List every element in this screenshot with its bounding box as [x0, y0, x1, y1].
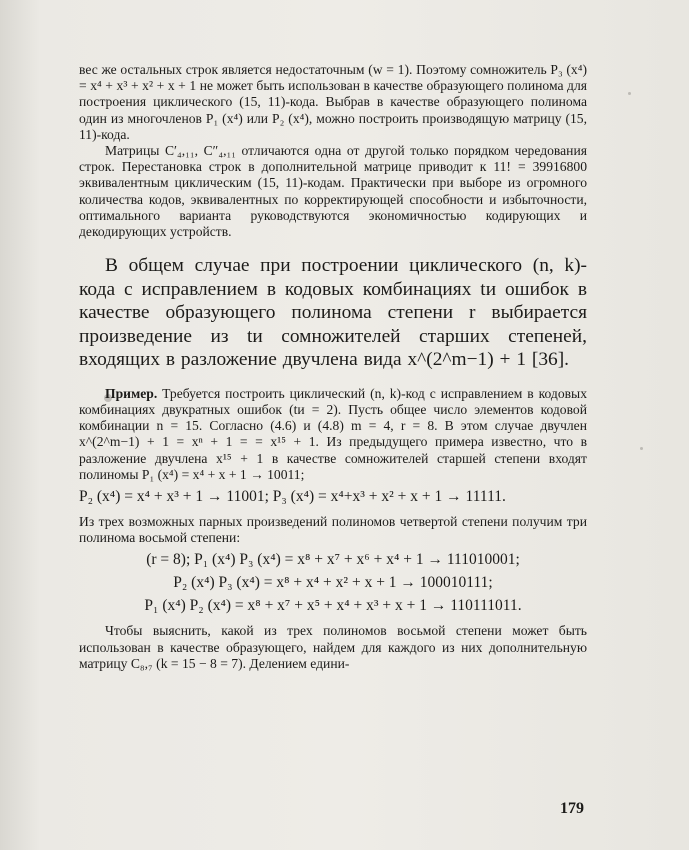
paragraph-between: Из трех возможных парных произведений полиномов четвертой степени получим три полинома восьмой степени:: [79, 513, 587, 546]
paragraph-2: Матрицы C′₄,₁₁, C″₄,₁₁ отличаются одна от другой только порядком чередования строк. Перестановка строк в дополнительной матрице приводит к 11! = 39916800 эквивалентным циклическим (15, 11)-кодам. Практически при выборе из огромного количества кодов, эквивалентных по корректирующей способности и избыточности, оптимального варианта руководствуются экономичностью кодирующих и декодирующих устройств.: [79, 143, 587, 240]
paragraph-closing: Чтобы выяснить, какой из трех полиномов восьмой степени может быть использован в качестве образующего, найдем для каждого из них дополнительную матрицу C₈,₇ (k = 15 − 8 = 7). Делением едини-: [79, 623, 587, 671]
formula-p1p3: (r = 8); P₁ (x⁴) P₃ (x⁴) = x⁸ + x⁷ + x⁶ + x⁴ + 1 → 111010001;: [146, 551, 520, 569]
ink-smudge: [628, 92, 631, 95]
formula-p1p2: P₁ (x⁴) P₂ (x⁴) = x⁸ + x⁷ + x⁵ + x⁴ + x³ + x + 1 → 110111011.: [144, 597, 522, 615]
page-number: 179: [560, 800, 584, 817]
example-label: Пример.: [105, 385, 158, 401]
formula-p2p3: P₂ (x⁴) P₃ (x⁴) = x⁸ + x⁴ + x² + x + 1 → 100010111;: [173, 574, 493, 592]
paragraph-1: вес же остальных строк является недостаточным (w = 1). Поэтому сомножитель P₃ (x⁴) = x⁴ + x³ + x² + x + 1 не может быть использован в качестве образующего полинома для построения циклического (15, 11)-кода. Выбрав в качестве образующего полинома один из многочленов P₁ (x⁴) или P₂ (x⁴), можно построить производящую матрицу (15, 11)-кода.: [79, 62, 587, 142]
example-text: Требуется построить циклический (n, k)-код с исправлением в кодовых комбинациях двукратных ошибок (tи = 2). Пусть общее число элементов кодовой комбинации n = 15. Согласно (4.6) и (4.8) m = 4, r = 8. В этом случае двучлен x^(2^m−1) + 1 = xⁿ + 1 = = x¹⁵ + 1. Из предыдущего примера известно, что в разложение двучлена x¹⁵ + 1 в качестве сомножителей старшей степени входят полиномы P₁ (x⁴) = x⁴ + x + 1 → 10011;: [79, 385, 587, 482]
example-paragraph: [79, 386, 587, 483]
text-block: [79, 62, 587, 672]
paragraph-large-rule: В общем случае при построении циклического (n, k)-кода с исправлением в кодовых комбинациях tи ошибок в качестве образующего полинома степени r выбирается произведение из tи сомножителей старших степеней, входящих в разложение двучлена вида x^(2^m−1) + 1 [36].: [79, 255, 587, 371]
ink-smudge: [640, 447, 643, 450]
formula-p2-p3: P₂ (x⁴) = x⁴ + x³ + 1 → 11001; P₃ (x⁴) = x⁴+x³ + x² + x + 1 → 11111.: [79, 487, 506, 505]
